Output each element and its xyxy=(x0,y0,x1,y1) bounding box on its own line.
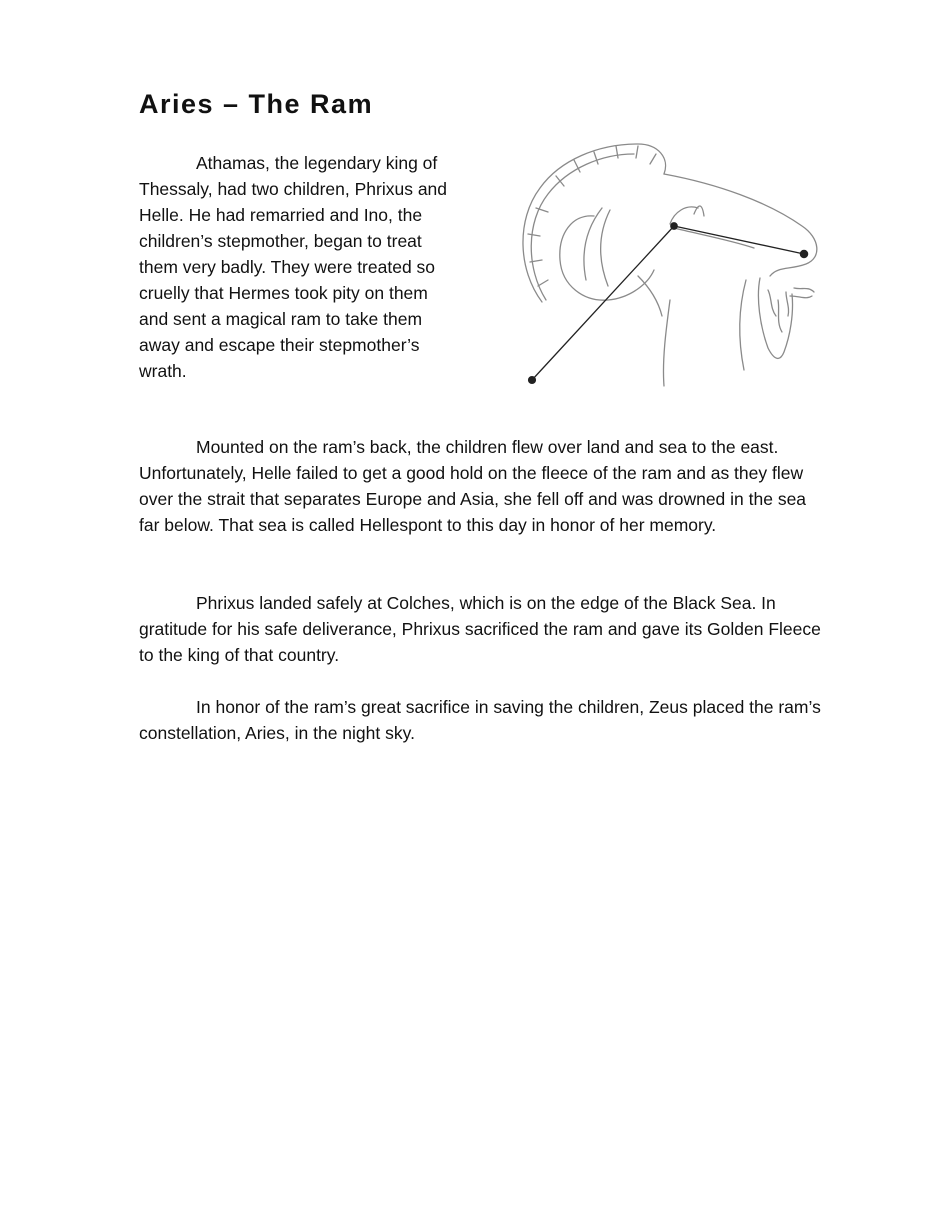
paragraph-colches: Phrixus landed safely at Colches, which is on the edge of the Black Sea. In gratitude for his safe deliverance, Phrixus sacrificed the ram and gave its Golden Fleece to the king of that country. xyxy=(139,593,821,665)
star-hamal xyxy=(671,223,677,229)
constellation-line-lower xyxy=(532,226,674,380)
constellation-line-upper xyxy=(674,226,804,254)
paragraph-intro: Athamas, the legendary king of Thessaly, had two children, Phrixus and Helle. He had remarried and Ino, the children’s stepmother, began to treat them very badly. They were treated so cruelly that Hermes took pity on them and sent a magical ram to take them away and escape their stepmother’s wrath. xyxy=(139,153,448,381)
page-title: Aries – The Ram xyxy=(139,89,374,119)
ram-sketch-illustration xyxy=(498,130,834,402)
ram-head-sketch xyxy=(523,144,817,386)
paragraph-flight: Mounted on the ram’s back, the children flew over land and sea to the east. Unfortunately, Helle failed to get a good hold on the fleece of the ram and as they flew over the strait that separates Europe and Asia, she fell off and was drowned in the sea far below. That sea is called Hellespont to this day in honor of her memory. xyxy=(139,437,807,535)
paragraph-zeus: In honor of the ram’s great sacrifice in saving the children, Zeus placed the ram’s constellation, Aries, in the night sky. xyxy=(139,697,821,743)
star-sheratan xyxy=(800,250,807,257)
aries-constellation xyxy=(529,223,808,384)
star-mesarthim xyxy=(529,377,536,384)
